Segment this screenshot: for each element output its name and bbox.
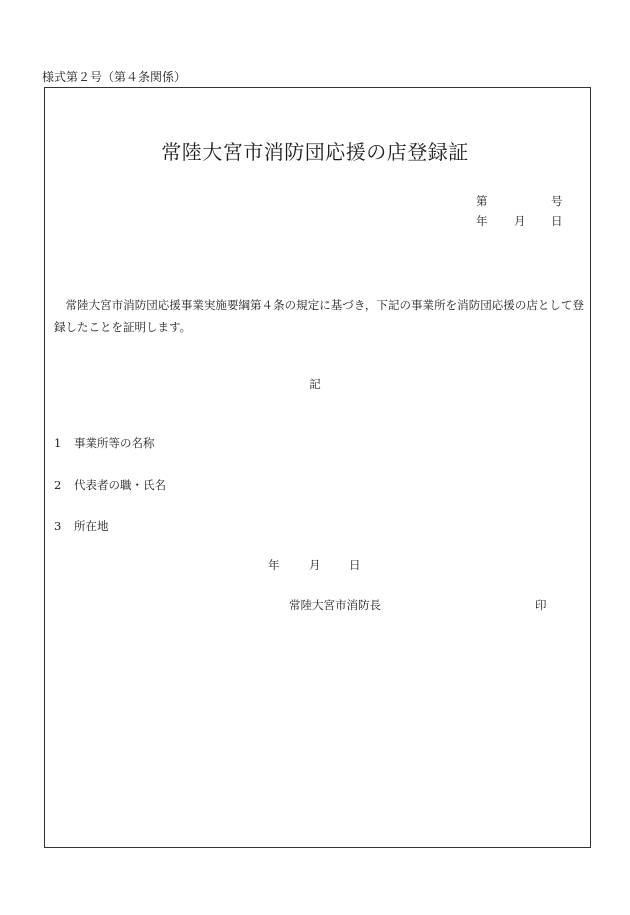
issue-date-month: 月 <box>514 214 526 228</box>
issue-date-year: 年 <box>476 214 488 228</box>
sign-date-day: 日 <box>349 558 361 572</box>
sign-date-year: 年 <box>268 558 280 572</box>
document-frame <box>44 87 591 848</box>
seal-mark: 印 <box>535 598 547 612</box>
certificate-body-text: 常陸大宮市消防団応援事業実施要綱第４条の規定に基づき，下記の事業所を消防団応援の店として登録したことを証明します。 <box>54 298 584 334</box>
reg-number-prefix: 第 <box>476 194 488 208</box>
item-label-representative: 代表者の職・氏名 <box>74 478 166 492</box>
note-mark: 記 <box>309 377 321 391</box>
item-label-address: 所在地 <box>74 519 109 533</box>
form-number: 様式第２号（第４条関係） <box>42 70 187 84</box>
item-number-1: 1 <box>54 436 62 450</box>
issuer-title: 常陸大宮市消防長 <box>289 598 381 612</box>
page-title: 常陸大宮市消防団応援の店登録証 <box>161 140 469 164</box>
item-label-business-name: 事業所等の名称 <box>74 436 155 450</box>
issue-date-day: 日 <box>551 214 563 228</box>
item-number-3: 3 <box>54 519 62 533</box>
item-number-2: 2 <box>54 478 62 492</box>
reg-number-suffix: 号 <box>551 194 563 208</box>
sign-date-month: 月 <box>309 558 321 572</box>
